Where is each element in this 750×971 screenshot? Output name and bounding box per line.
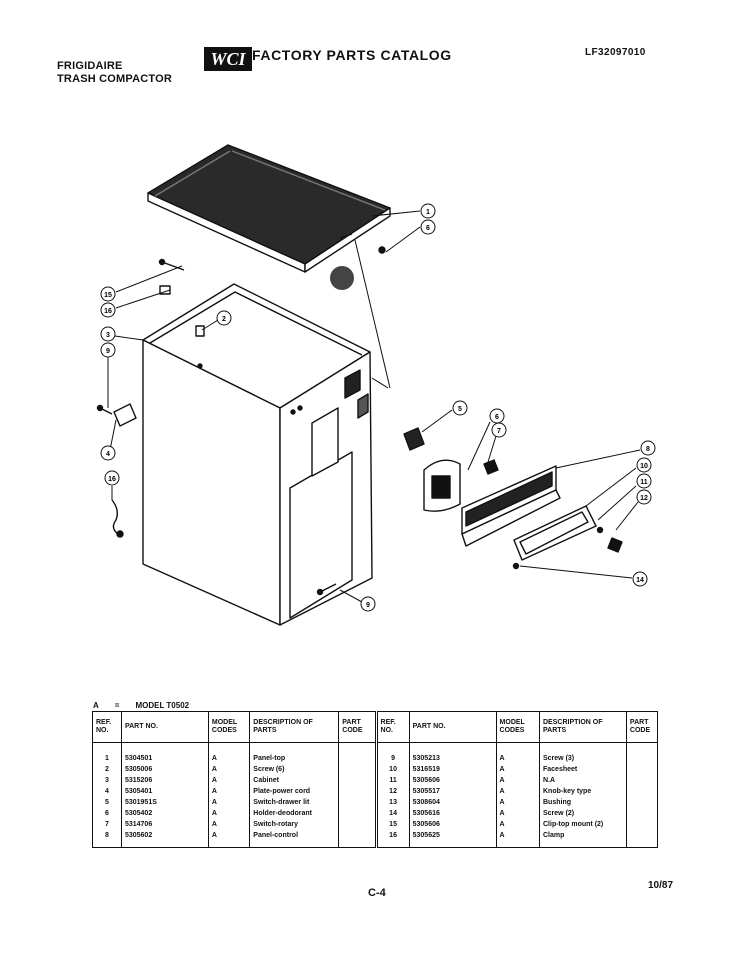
deodorant-blot: [330, 266, 354, 290]
callout-12: [637, 490, 651, 504]
part-cell: 5308604: [409, 797, 496, 808]
col-description-2: DESCRIPTION OF PARTS: [540, 712, 627, 743]
desc-cell: Screw (6): [250, 764, 339, 775]
callout-15: [101, 287, 115, 301]
code-cell: A: [496, 808, 539, 819]
partcode-cell: [626, 753, 657, 764]
svg-text:8: 8: [646, 446, 650, 453]
drawer-switch: [424, 460, 460, 511]
code-cell: A: [496, 819, 539, 830]
code-cell: A: [496, 775, 539, 786]
svg-text:3: 3: [106, 332, 110, 339]
screw-14: [514, 564, 519, 569]
partcode-cell: [626, 786, 657, 797]
col-model-codes: MODEL CODES: [208, 712, 249, 743]
desc-cell: Bushing: [540, 797, 627, 808]
part-cell: 5305616: [409, 808, 496, 819]
part-cell: 5305213: [409, 753, 496, 764]
svg-text:12: 12: [640, 495, 648, 502]
svg-text:9: 9: [366, 602, 370, 609]
ref-cell: 4: [93, 786, 122, 797]
partcode-cell: [626, 764, 657, 775]
code-cell: A: [496, 797, 539, 808]
parts-table: [92, 711, 658, 848]
callout-16b: [105, 471, 119, 485]
col-ref-no-2: REF. NO.: [376, 712, 409, 743]
part-cell: 5304501: [121, 753, 208, 764]
partcode-cell: [339, 808, 376, 819]
svg-text:14: 14: [636, 577, 644, 584]
partcode-cell: [339, 775, 376, 786]
callout-14: [633, 572, 647, 586]
desc-cell: Panel-control: [250, 830, 339, 841]
page-number: C-4: [368, 887, 386, 899]
code-cell: A: [208, 764, 249, 775]
ref-cell: 13: [376, 797, 409, 808]
svg-text:9: 9: [106, 348, 110, 355]
desc-cell: Clamp: [540, 830, 627, 841]
partcode-cell: [339, 797, 376, 808]
desc-cell: Switch-rotary: [250, 819, 339, 830]
callout-6: [490, 409, 504, 423]
partcode-cell: [339, 786, 376, 797]
table-row: [93, 786, 658, 797]
partcode-cell: [339, 753, 376, 764]
ref-cell: 2: [93, 764, 122, 775]
svg-text:15: 15: [104, 292, 112, 299]
callout-16: [101, 303, 115, 317]
svg-text:5: 5: [458, 406, 462, 413]
partcode-cell: [626, 819, 657, 830]
code-cell: A: [496, 753, 539, 764]
svg-text:6: 6: [495, 414, 499, 421]
code-cell: A: [208, 830, 249, 841]
callout-4: [101, 446, 115, 460]
product-name: TRASH COMPACTOR: [57, 73, 173, 85]
clamp-part: [112, 500, 123, 537]
col-ref-no: REF. NO.: [93, 712, 122, 743]
col-part-no-2: PART NO.: [409, 712, 496, 743]
svg-text:7: 7: [497, 428, 501, 435]
legend-model: MODEL T0502: [135, 701, 190, 710]
legend-equals: =: [114, 701, 120, 710]
ref-cell: 15: [376, 819, 409, 830]
desc-cell: Switch-drawer lit: [250, 797, 339, 808]
table-row: [93, 830, 658, 841]
callout-9a: [101, 343, 115, 357]
brand-name: FRIGIDAIRE: [57, 60, 123, 72]
partcode-cell: [339, 764, 376, 775]
col-part-code-2: PART CODE: [626, 712, 657, 743]
svg-text:16: 16: [108, 476, 116, 483]
ref-cell: 1: [93, 753, 122, 764]
svg-text:6: 6: [426, 225, 430, 232]
svg-text:1: 1: [426, 209, 430, 216]
desc-cell: Facesheet: [540, 764, 627, 775]
ref-cell: 11: [376, 775, 409, 786]
part-cell: 5316519: [409, 764, 496, 775]
ref-cell: 9: [376, 753, 409, 764]
part-cell: 5305401: [121, 786, 208, 797]
part-cell: 5301951S: [121, 797, 208, 808]
callout-5: [453, 401, 467, 415]
callout-10: [637, 458, 651, 472]
svg-text:10: 10: [640, 463, 648, 470]
part-cell: 5305602: [121, 830, 208, 841]
cord-plate: [98, 404, 137, 426]
code-cell: A: [496, 764, 539, 775]
ref-cell: 8: [93, 830, 122, 841]
svg-text:2: 2: [222, 316, 226, 323]
code-cell: A: [496, 830, 539, 841]
ref-cell: 10: [376, 764, 409, 775]
part-cell: 5314706: [121, 819, 208, 830]
col-description: DESCRIPTION OF PARTS: [250, 712, 339, 743]
desc-cell: Cabinet: [250, 775, 339, 786]
desc-cell: Panel-top: [250, 753, 339, 764]
callout-9b: [361, 597, 375, 611]
rotary-switch: [404, 428, 424, 450]
top-panel: [148, 145, 390, 272]
part-cell: 5305402: [121, 808, 208, 819]
desc-cell: Plate-power cord: [250, 786, 339, 797]
catalog-title: FACTORY PARTS CATALOG: [252, 47, 452, 63]
part-cell: 5315206: [121, 775, 208, 786]
table-row: [93, 764, 658, 775]
ref-cell: 7: [93, 819, 122, 830]
ref-cell: 12: [376, 786, 409, 797]
table-row: [93, 819, 658, 830]
deodorant-holder: [484, 460, 498, 474]
desc-cell: N.A: [540, 775, 627, 786]
legend-code: A: [93, 701, 99, 710]
code-cell: A: [208, 808, 249, 819]
code-cell: A: [208, 753, 249, 764]
ref-cell: 3: [93, 775, 122, 786]
ref-cell: 6: [93, 808, 122, 819]
partcode-cell: [626, 775, 657, 786]
code-cell: A: [208, 775, 249, 786]
callout-2: [217, 311, 231, 325]
table-row: [93, 753, 658, 764]
part-cell: 5305606: [409, 819, 496, 830]
cabinet: [143, 284, 372, 625]
callout-7: [492, 423, 506, 437]
col-part-no: PART NO.: [121, 712, 208, 743]
ref-cell: 14: [376, 808, 409, 819]
logo-text: WCI: [210, 49, 246, 69]
code-cell: A: [208, 797, 249, 808]
partcode-cell: [339, 819, 376, 830]
svg-text:11: 11: [640, 479, 648, 486]
ref-cell: 5: [93, 797, 122, 808]
code-cell: A: [208, 819, 249, 830]
partcode-cell: [339, 830, 376, 841]
callout-11: [637, 474, 651, 488]
desc-cell: Screw (2): [540, 808, 627, 819]
code-cell: A: [208, 786, 249, 797]
page-date: 10/87: [648, 880, 674, 891]
knob: [598, 528, 623, 553]
part-cell: 5305606: [409, 775, 496, 786]
doc-number: LF32097010: [585, 47, 646, 58]
svg-text:4: 4: [106, 451, 110, 458]
code-cell: A: [496, 786, 539, 797]
callout-3a: [101, 327, 115, 341]
desc-cell: Screw (3): [540, 753, 627, 764]
col-model-codes-2: MODEL CODES: [496, 712, 539, 743]
table-row: [93, 808, 658, 819]
part-cell: 5305517: [409, 786, 496, 797]
table-row: [93, 775, 658, 786]
partcode-cell: [626, 797, 657, 808]
col-part-code: PART CODE: [339, 712, 376, 743]
svg-text:16: 16: [104, 308, 112, 315]
desc-cell: Knob-key type: [540, 786, 627, 797]
desc-cell: Holder-deodorant: [250, 808, 339, 819]
part-cell: 5305006: [121, 764, 208, 775]
callout-16a: [421, 220, 435, 234]
desc-cell: Clip-top mount (2): [540, 819, 627, 830]
ref-cell: 16: [376, 830, 409, 841]
part-cell: 5305625: [409, 830, 496, 841]
table-header-row: [93, 712, 658, 743]
table-row: [93, 797, 658, 808]
partcode-cell: [626, 830, 657, 841]
partcode-cell: [626, 808, 657, 819]
callout-1: [421, 204, 435, 218]
callout-8: [641, 441, 655, 455]
model-legend: [93, 701, 205, 710]
